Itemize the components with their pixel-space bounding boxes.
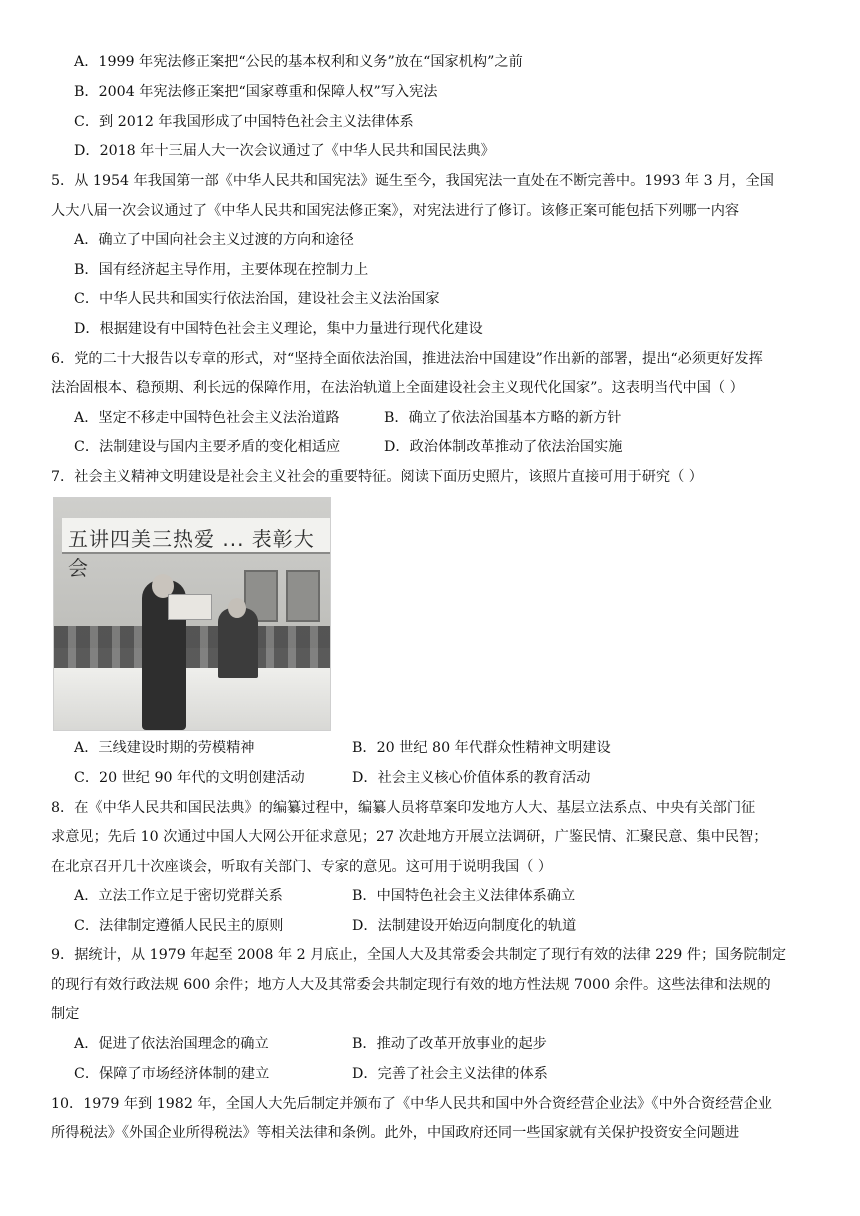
photo-crowd [54,626,330,672]
q8-option-c[interactable]: C．法律制定遵循人民民主的原则 [74,918,284,934]
q4-option-b[interactable]: B．2004 年宪法修正案把“国家尊重和保障人权”写入宪法 [74,84,438,100]
q9-stem-line-2: 的现行有效行政法规 600 余件；地方人大及其常委会共制定现行有效的地方性法规 7000 余件。这些法律和法规的 [51,977,771,993]
q10-stem-line-2: 所得税法》《外国企业所得税法》等相关法律和条例。此外，中国政府还同一些国家就有关保护投资安全问题进 [51,1125,740,1141]
q9-option-b[interactable]: B．推动了改革开放事业的起步 [352,1036,547,1052]
q9-option-a[interactable]: A．促进了依法治国理念的确立 [74,1036,269,1052]
q9-option-c[interactable]: C．保障了市场经济体制的建立 [74,1066,270,1082]
q6-option-c[interactable]: C．法制建设与国内主要矛盾的变化相适应 [74,439,341,455]
photo-banner [62,518,330,580]
q5-option-b[interactable]: B．国有经济起主导作用，主要体现在控制力上 [74,262,369,278]
q9-option-d[interactable]: D．完善了社会主义法律的体系 [352,1066,548,1082]
q6-option-a[interactable]: A．坚定不移走中国特色社会主义法治道路 [74,410,340,426]
q4-option-d[interactable]: D．2018 年十三届人大一次会议通过了《中华人民共和国民法典》 [74,143,495,159]
q8-stem-line-3: 在北京召开几十次座谈会，听取有关部门、专家的意见。这可用于说明我国（ ） [51,859,553,875]
q7-option-c[interactable]: C．20 世纪 90 年代的文明创建活动 [74,770,305,786]
q6-stem-line-2: 法治固根本、稳预期、利长远的保障作用，在法治轨道上全面建设社会主义现代化国家”。这表明当代中国（ ） [51,380,744,396]
photo-award-box [168,594,212,620]
q10-stem-line-1: 10．1979 年到 1982 年，全国人大先后制定并颁布了《中华人民共和国中外合资经营企业法》《中外合资经营企业 [51,1096,772,1112]
q6-stem-line-1: 6．党的二十大报告以专章的形式，对“坚持全面依法治国，推进法治中国建设”作出新的部署，提出“必须更好发挥 [51,351,763,367]
photo-window [286,570,320,622]
q8-option-b[interactable]: B．中国特色社会主义法律体系确立 [352,888,576,904]
q8-option-d[interactable]: D．法制建设开始迈向制度化的轨道 [352,918,577,934]
q5-stem-line-1: 5．从 1954 年我国第一部《中华人民共和国宪法》诞生至今，我国宪法一直处在不断完善中。1993 年 3 月，全国 [51,173,774,189]
q8-option-a[interactable]: A．立法工作立足于密切党群关系 [74,888,283,904]
photo-person-seated [218,608,258,678]
q8-stem-line-2: 求意见；先后 10 次通过中国人大网公开征求意见；27 次赴地方开展立法调研，广鉴民情、汇聚民意、集中民智； [51,829,768,845]
photo-person-head [228,598,246,618]
q7-option-b[interactable]: B．20 世纪 80 年代群众性精神文明建设 [352,740,611,756]
q7-option-a[interactable]: A．三线建设时期的劳模精神 [74,740,255,756]
q9-stem-line-1: 9．据统计，从 1979 年起至 2008 年 2 月底止，全国人大及其常委会共制定了现行有效的法律 229 件；国务院制定 [51,947,787,963]
q5-option-c[interactable]: C．中华人民共和国实行依法治国，建设社会主义法治国家 [74,291,440,307]
q5-stem-line-2: 人大八届一次会议通过了《中华人民共和国宪法修正案》，对宪法进行了修订。该修正案可能包括下列哪一内容 [51,203,740,219]
q4-option-a[interactable]: A．1999 年宪法修正案把“公民的基本权利和义务”放在“国家机构”之前 [74,54,523,70]
historical-photo [53,497,331,731]
photo-table [54,668,330,730]
q5-option-d[interactable]: D．根据建设有中国特色社会主义理论，集中力量进行现代化建设 [74,321,483,337]
photo-banner-text: 五讲四美三热爱 ... 表彰大会 [68,527,315,580]
q7-option-d[interactable]: D．社会主义核心价值体系的教育活动 [352,770,591,786]
q9-stem-line-3: 制定 [51,1006,80,1022]
q8-stem-line-1: 8．在《中华人民共和国民法典》的编纂过程中，编纂人员将草案印发地方人大、基层立法系点、中央有关部门征 [51,800,756,816]
q4-option-c[interactable]: C．到 2012 年我国形成了中国特色社会主义法律体系 [74,114,414,130]
q5-option-a[interactable]: A．确立了中国向社会主义过渡的方向和途径 [74,232,354,248]
q6-option-b[interactable]: B．确立了依法治国基本方略的新方针 [384,410,622,426]
q7-stem: 7．社会主义精神文明建设是社会主义社会的重要特征。阅读下面历史照片，该照片直接可用于研究（ ） [51,469,703,485]
q6-option-d[interactable]: D．政治体制改革推动了依法治国实施 [384,439,623,455]
